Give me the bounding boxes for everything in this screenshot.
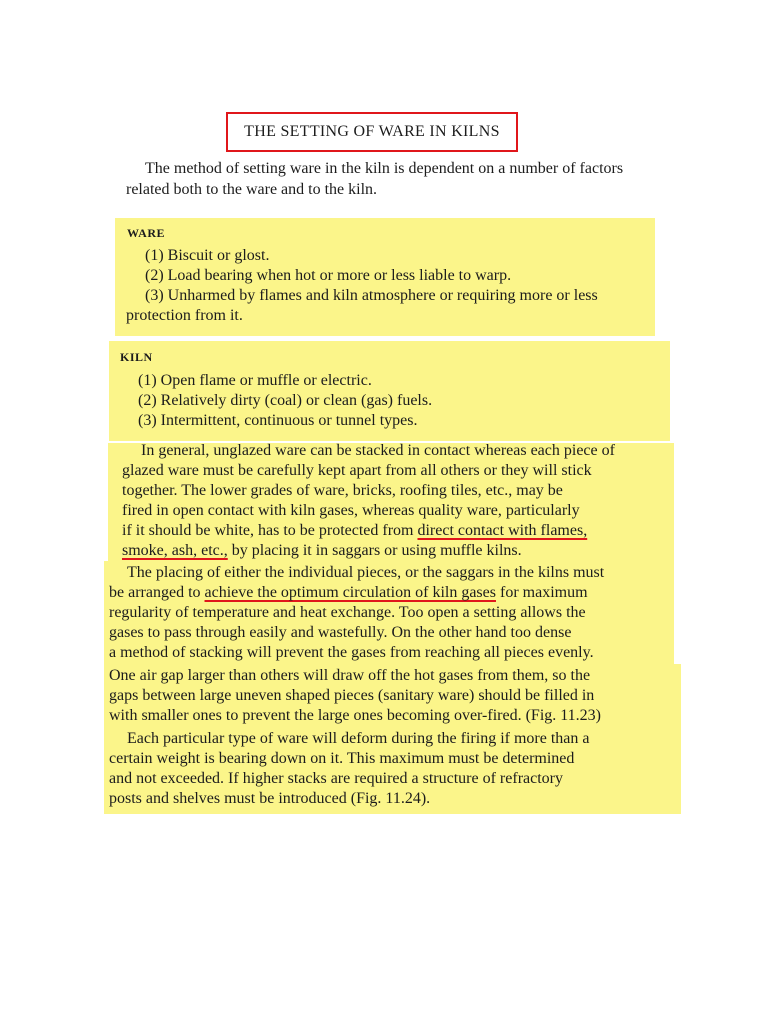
para1-line-1: In general, unglazed ware can be stacked in contact whereas each piece of: [141, 442, 615, 459]
para3-line-4: posts and shelves must be introduced (Fig. 11.24).: [109, 790, 431, 807]
para2-line-4: gases to pass through easily and wastefully. On the other hand too dense: [109, 624, 572, 641]
underlined-phrase-smoke: smoke, ash, etc.,: [122, 542, 228, 559]
para1-line-2: glazed ware must be carefully kept apart from all others or they will stick: [122, 462, 592, 479]
kiln-item-1: (1) Open flame or muffle or electric.: [138, 372, 372, 389]
kiln-item-3: (3) Intermittent, continuous or tunnel types.: [138, 412, 418, 429]
para2-line-1: The placing of either the individual pieces, or the saggars in the kilns must: [127, 564, 605, 581]
ware-item-2: (2) Load bearing when hot or more or less liable to warp.: [145, 267, 512, 284]
para2-line-8: with smaller ones to prevent the large ones becoming over-fired. (Fig. 11.23): [109, 707, 601, 724]
underlined-phrase-flames: direct contact with flames,: [417, 522, 588, 539]
para2-line-7: gaps between large uneven shaped pieces (sanitary ware) should be filled in: [109, 687, 595, 704]
intro-line-2: related both to the ware and to the kiln.: [126, 181, 378, 198]
para1-line-4: fired in open contact with kiln gases, whereas quality ware, particularly: [122, 502, 580, 519]
kiln-heading: KILN: [120, 350, 153, 364]
para1-line-5-text: if it should be white, has to be protected from: [122, 522, 418, 539]
para1-line-5: [122, 521, 587, 541]
ware-item-1: (1) Biscuit or glost.: [145, 247, 270, 264]
underlined-phrase-circulation: achieve the optimum circulation of kiln gases: [204, 584, 496, 601]
para1-line-3: together. The lower grades of ware, bricks, roofing tiles, etc., may be: [122, 482, 563, 499]
ware-item-3: (3) Unharmed by flames and kiln atmosphere or requiring more or less: [145, 287, 598, 304]
intro-line-1: The method of setting ware in the kiln is dependent on a number of factors: [145, 160, 624, 177]
para3-line-2: certain weight is bearing down on it. This maximum must be determined: [109, 750, 575, 767]
para2-line-2: [109, 583, 588, 603]
para2-line-3: regularity of temperature and heat exchange. Too open a setting allows the: [109, 604, 586, 621]
para2-line-2-start: be arranged to: [109, 584, 205, 601]
para2-line-5: a method of stacking will prevent the gases from reaching all pieces evenly.: [109, 644, 594, 661]
ware-heading: WARE: [127, 226, 166, 240]
para2-line-6: One air gap larger than others will draw off the hot gases from them, so the: [109, 667, 591, 684]
para3-line-1: Each particular type of ware will deform during the firing if more than a: [127, 730, 590, 747]
para3-line-3: and not exceeded. If higher stacks are required a structure of refractory: [109, 770, 563, 787]
para1-line-6-text: by placing it in saggars or using muffle kilns.: [227, 542, 522, 559]
title-box: [226, 112, 518, 152]
para1-line-6: [122, 541, 522, 561]
para2-line-2-end: for maximum: [495, 584, 588, 601]
page-title: THE SETTING OF WARE IN KILNS: [244, 123, 500, 140]
kiln-item-2: (2) Relatively dirty (coal) or clean (gas) fuels.: [138, 392, 433, 409]
ware-item-3-cont: protection from it.: [126, 307, 243, 324]
